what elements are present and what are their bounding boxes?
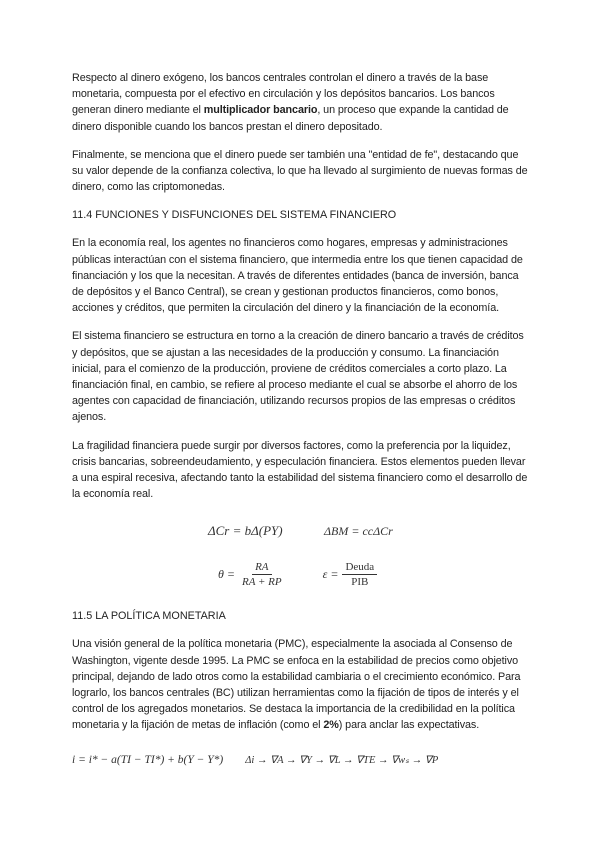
paragraph-exogenous-money: Respecto al dinero exógeno, los bancos centrales controlan el dinero a través de la base monetaria, compuesta por el efectivo en circulación y los depósitos bancarios. Los bancos generan dinero mediante el multiplicador bancario, un proceso que expande la cantidad de dinero disponible cuando los bancos prestan el dinero depositado. (72, 72, 509, 133)
equation-row-ratios (72, 554, 530, 594)
equation-epsilon: ε = $\frac{\text{Deuda}}{\text{PIB}}$ (323, 561, 382, 588)
section-title-11-5: 11.5 LA POLÍTICA MONETARIA (72, 610, 226, 623)
section-title-11-4: 11.4 FUNCIONES Y DISFUNCIONES DEL SISTEMA FINANCIERO (72, 209, 397, 222)
equation-theta: θ = $\frac{RA}{RA + RP}$ (218, 561, 289, 588)
equation-taylor-rule: i = i* − a(TI − TI*) + b(Y − Y*) (72, 753, 224, 766)
paragraph-entity-of-faith: Finalmente, se menciona que el dinero puede ser también una "entidad de fe", destacando que su valor depende de la confianza colectiva, lo que ha llevado al surgimiento de nuevas formas de dinero, como las criptomonedas. (72, 148, 528, 194)
bold-term-multiplicador: multiplicador bancario (203, 104, 318, 117)
equation-transmission-chain: Δi → ∇A → ∇Y → ∇L → ∇TE → ∇wₛ → ∇P (245, 754, 439, 766)
bold-term-inflation-target: 2% (323, 719, 339, 732)
paragraph-monetary-policy: Una visión general de la política monetaria (PMC), especialmente la asociada al Consenso de Washington, vigente desde 1995. La PMC se enfoca en la estabilidad de precios como objetivo principal, dejando de lado otros como la estabilidad cambiaria o el crecimiento económico. Para lograrlo, los bancos centrales (BC) utilizan herramientas como la fijación de tipos de interés y el control de los agregados monetarios. Se destaca la importancia de la credibilidad en la política monetaria y la fijación de metas de inflación (como el 2%) para anclar las expectativas. (72, 638, 521, 732)
paragraph-financial-structure: El sistema financiero se estructura en torno a la creación de dinero bancario a través de créditos y depósitos, que se ajustan a las necesidades de la producción y consumo. La financiación inicial, para el comienzo de la producción, proviene de créditos comerciales a corto plazo. La financiación final, en cambio, se refiere al proceso mediante el cual se absorbe el ahorro de los agentes con capacidad de financiación, utilizando recursos propios de las empresas o créditos ajenos. (72, 330, 524, 424)
equation-row-taylor (72, 746, 530, 774)
paragraph-financial-fragility: La fragilidad financiera puede surgir por diversos factores, como la preferencia por la liquidez, crisis bancarias, sobreendeudamiento, y especulación financiera. Estos elementos pueden llevar a una espiral recesiva, afectando tanto la estabilidad del sistema financiero como el desarrollo de la economía real. (72, 439, 528, 501)
equation-base-money-change: ΔBM = ccΔCr (324, 523, 393, 538)
document-page (72, 70, 530, 774)
paragraph-real-economy: En la economía real, los agentes no financieros como hogares, empresas y administraciones públicas interactúan con el sistema financiero, que intermedia entre los que tienen capacidad de financiación y los que la necesitan. A través de diferentes entidades (banca de inversión, banca de depósitos y el Banco Central), se crean y gestionan productos financieros, como bonos, acciones y créditos, que permiten la circulación del dinero y la financiación de la economía. (72, 237, 523, 315)
equation-credit-change: ΔCr = bΔ(PY) (208, 523, 283, 539)
fraction-theta: $\frac{RA}{RA + RP}$ (242, 560, 282, 588)
equation-row-credit (72, 514, 530, 548)
fraction-epsilon: $\frac{\text{Deuda}}{\text{PIB}}$ (342, 561, 377, 588)
